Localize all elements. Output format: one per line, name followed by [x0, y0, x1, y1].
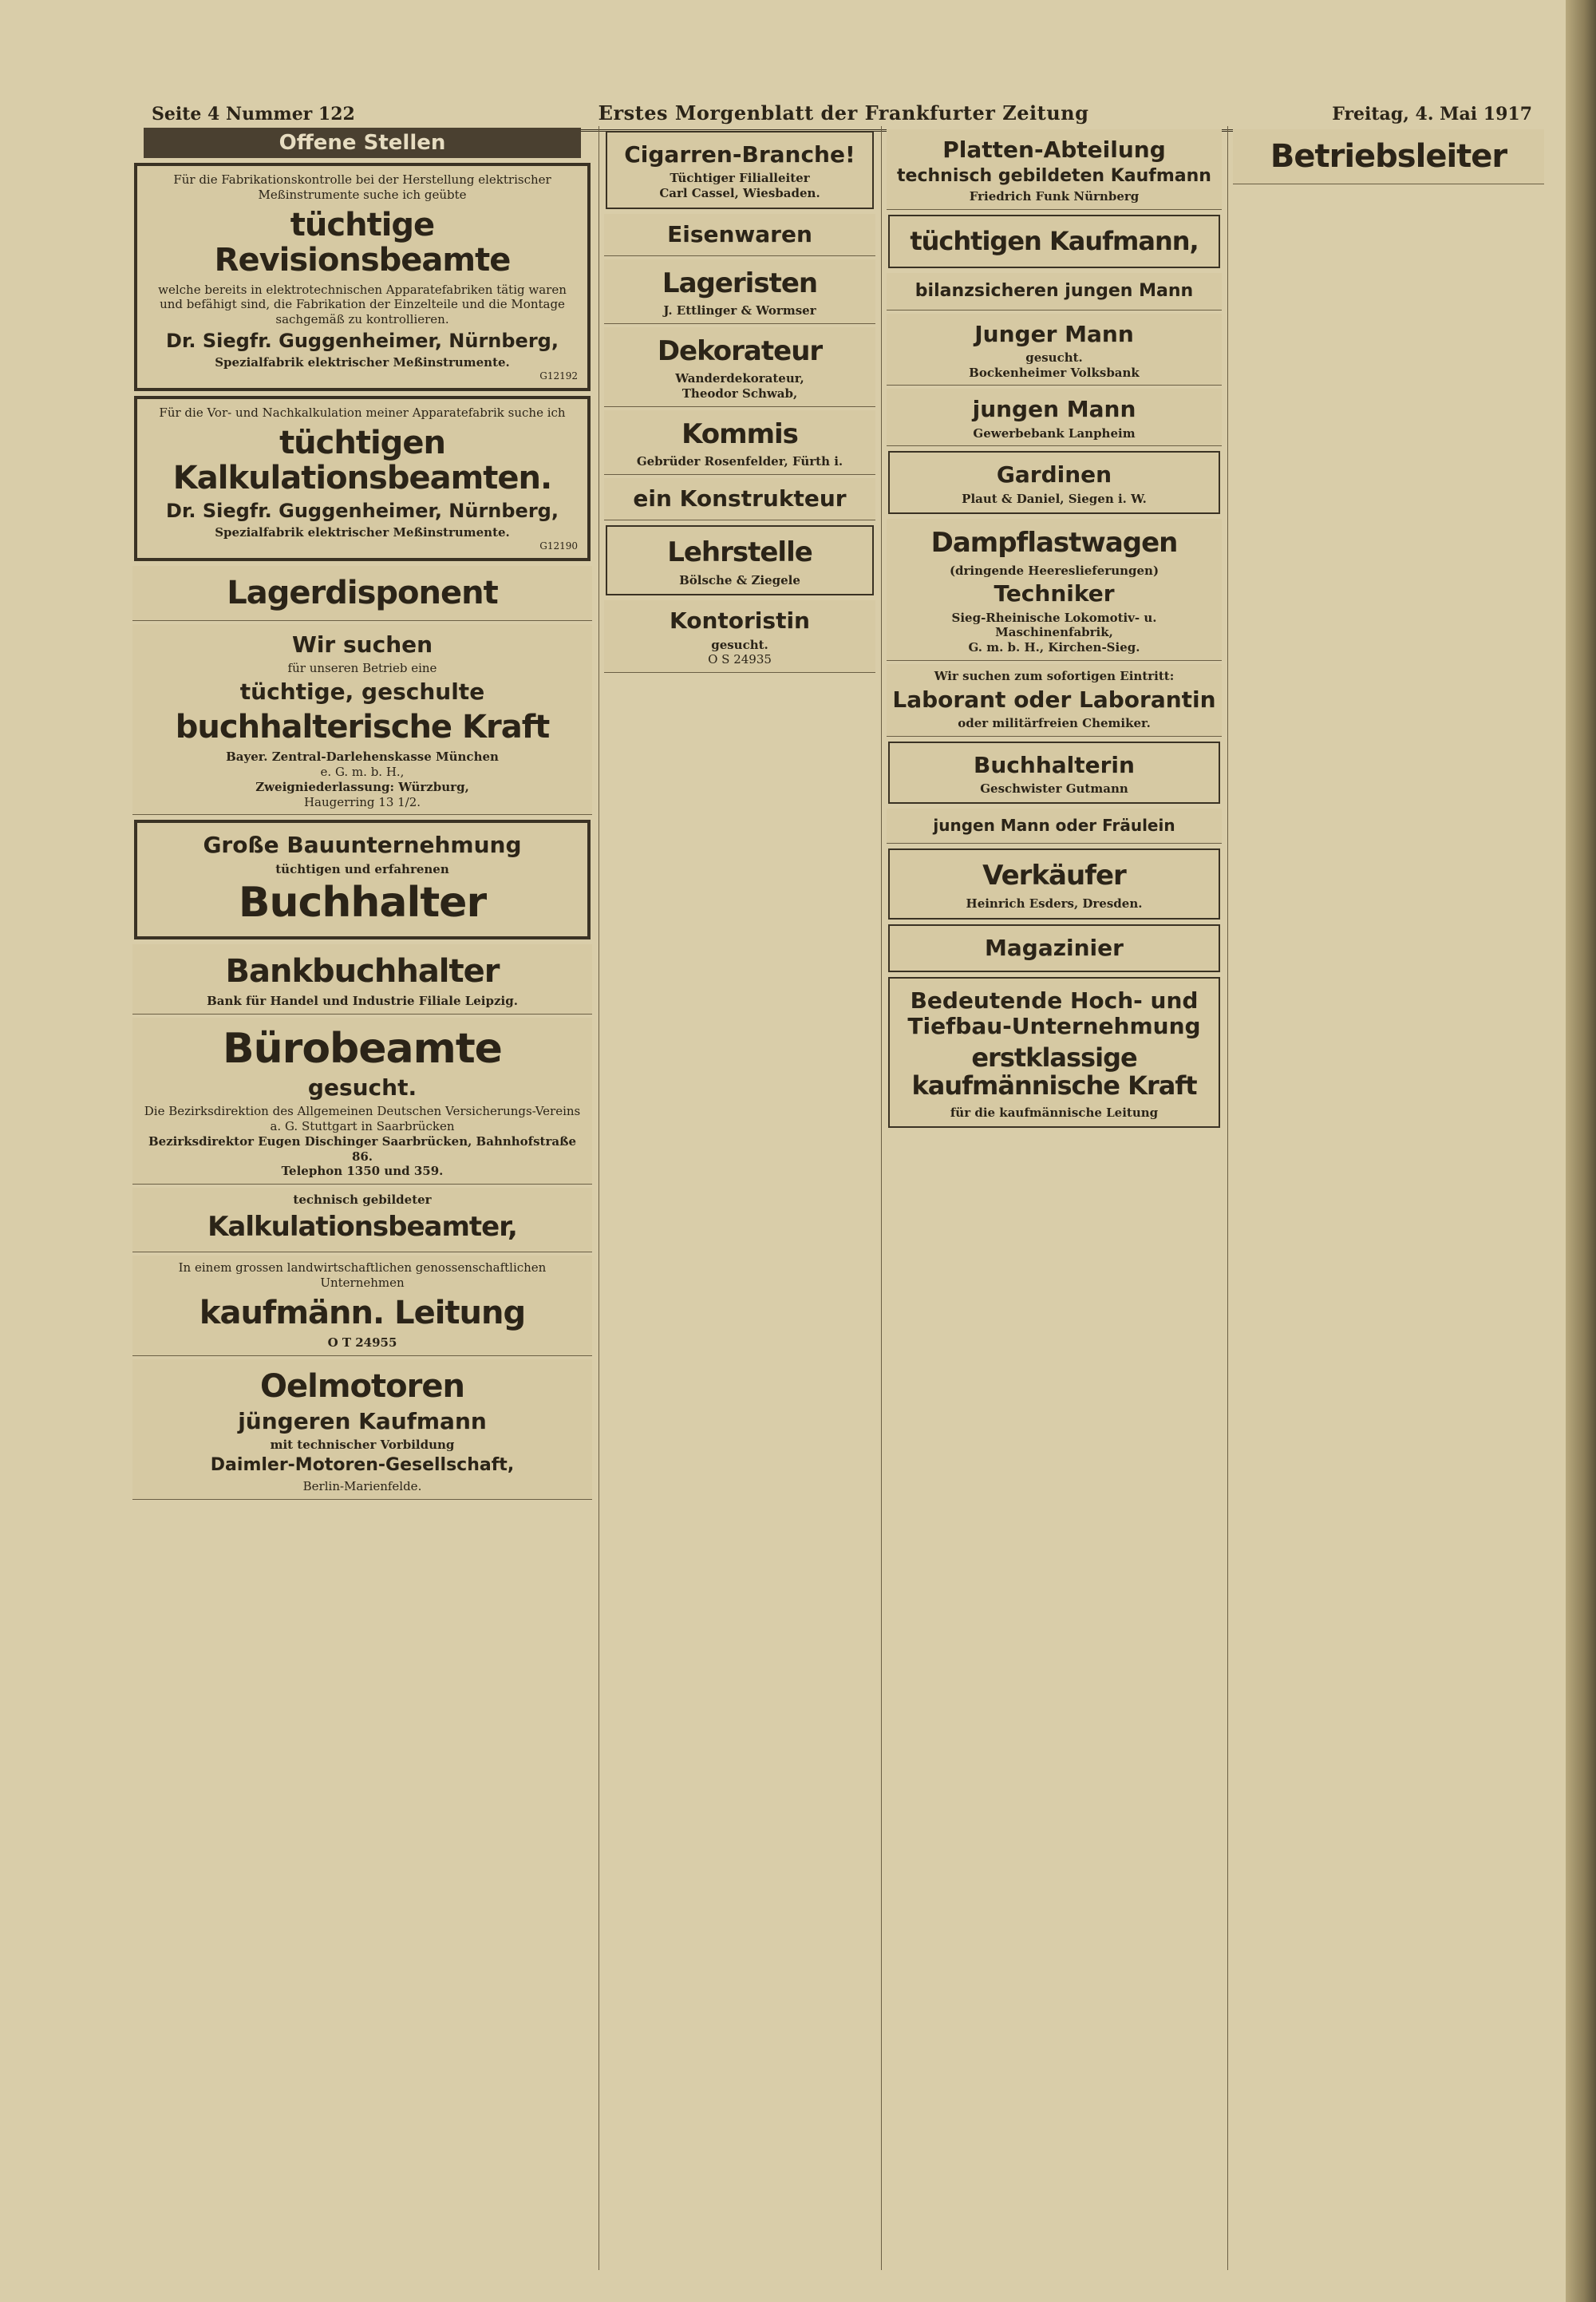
ad-text: In einem grossen landwirtschaftlichen genossenschaftlichen Unternehmen: [178, 1260, 547, 1291]
ad-title: Betriebsleiter: [1270, 138, 1507, 175]
ad-title: Dekorateur: [657, 335, 823, 368]
ad-buerobeamte: [132, 1018, 592, 1185]
page-number: Seite 4 Nummer 122: [152, 104, 355, 125]
ad-laborant: [887, 664, 1222, 737]
ad-kaufmaennische-leitung: [132, 1256, 592, 1355]
ad-title: Laborant oder Laborantin: [892, 686, 1216, 713]
ad-firm: Friedrich Funk Nürnberg: [969, 189, 1140, 204]
ad-firm: Bayer. Zentral-Darlehenskasse München: [226, 750, 499, 765]
ad-title: Kalkulationsbeamter,: [207, 1210, 517, 1243]
ad-title: Oelmotoren: [260, 1367, 464, 1405]
column-5: [1227, 126, 1549, 2270]
ad-title: Buchhalter: [238, 879, 487, 928]
ad-title: Verkäufer: [982, 860, 1126, 892]
ad-title: Junger Mann: [974, 320, 1134, 347]
ad-title: Bürobeamte: [223, 1024, 502, 1073]
issue-date: Freitag, 4. Mai 1917: [1332, 104, 1532, 125]
ad-text: Wir suchen: [291, 631, 433, 659]
ad-text: mit technischer Vorbildung: [270, 1437, 455, 1452]
ad-title: jungen Mann: [972, 396, 1136, 423]
ad-title: kaufmänn. Leitung: [199, 1294, 526, 1331]
ad-title: jungen Mann oder Fräulein: [933, 816, 1175, 836]
ad-text: Für die Vor- und Nachkalkulation meiner Apparatefabrik suche ich: [159, 405, 566, 421]
ad-text: Berlin-Marienfelde.: [302, 1478, 422, 1493]
ad-konstrukteur: [604, 478, 875, 520]
ad-buchhalterin: [888, 742, 1220, 805]
ad-text: Wanderdekorateur,: [675, 371, 804, 386]
ad-firm: Theodor Schwab,: [681, 386, 798, 401]
ad-title: Lageristen: [662, 267, 818, 299]
ad-text: oder militärfreien Chemiker.: [958, 715, 1151, 730]
ad-title: Bankbuchhalter: [225, 952, 500, 990]
ad-code: O T 24955: [327, 1335, 397, 1350]
ad-text: gesucht.: [1025, 350, 1083, 365]
ad-buchhalter: [134, 820, 591, 939]
ad-code: G12192: [539, 370, 578, 382]
ad-revisionsbeamte: [134, 163, 591, 391]
ad-firm: G. m. b. H., Kirchen-Sieg.: [968, 640, 1140, 655]
ad-title: Platten-Abteilung: [942, 136, 1166, 163]
ad-text: tüchtige, geschulte: [239, 678, 485, 706]
ad-firm: Gewerbebank Lanpheim: [973, 425, 1136, 441]
section-heading: Offene Stellen: [144, 128, 581, 158]
ad-code: O S 24935: [708, 652, 772, 667]
ad-buchhalterische-kraft: [132, 624, 592, 815]
ad-kalkulationsbeamten: [134, 396, 591, 561]
ad-title: Gardinen: [996, 461, 1112, 488]
column-3: [881, 126, 1227, 2270]
ad-title: tüchtige Revisionsbeamte: [214, 206, 511, 279]
ad-text: Wir suchen zum sofortigen Eintritt:: [934, 668, 1175, 683]
ad-text: technisch gebildeten Kaufmann: [897, 166, 1211, 187]
ad-title: tüchtigen Kalkulationsbeamten.: [172, 424, 552, 496]
ad-title: Eisenwaren: [667, 220, 812, 247]
ad-kontoristin: [604, 600, 875, 673]
ad-title: Kommis: [681, 417, 798, 450]
ad-title: Buchhalterin: [974, 751, 1135, 778]
ad-text: Die Bezirksdirektion des Allgemeinen Deutschen Versicherungs-Vereins a. G. Stuttgart in Saarbrücken: [144, 1104, 581, 1134]
ad-text: Große Bauunternehmung: [203, 832, 522, 859]
ad-tuechtigen-kaufmann: [888, 215, 1220, 268]
ad-text: Haugerring 13 1/2.: [303, 794, 421, 809]
ad-firm: Geschwister Gutmann: [980, 781, 1128, 796]
ad-bilanzsicher: [887, 273, 1222, 310]
ad-dampflastwagen: [887, 519, 1222, 661]
ad-text: tüchtigen und erfahrenen: [275, 861, 449, 876]
ad-text: für unseren Betrieb eine: [287, 661, 437, 676]
newspaper-title: Erstes Morgenblatt der Frankfurter Zeitung: [598, 101, 1089, 125]
ad-text: Spezialfabrik elektrischer Meßinstrumente.: [215, 355, 510, 370]
ad-title: bilanzsicheren jungen Mann: [915, 281, 1194, 302]
ad-text: welche bereits in elektrotechnischen Apparatefabriken tätig waren und befähigt sind, die Fabrikation der Einzelteile und die Montage sachgemäß zu kontrollieren.: [158, 282, 567, 326]
ad-title: tüchtigen Kaufmann,: [910, 226, 1199, 257]
ad-title: Lagerdisponent: [227, 575, 498, 612]
ad-title: buchhalterische Kraft: [175, 709, 550, 746]
ad-text: gesucht.: [711, 637, 768, 652]
ad-contact: Bezirksdirektor Eugen Dischinger Saarbrücken, Bahnhofstraße 86.: [148, 1133, 577, 1164]
ad-text: technisch gebildeter: [293, 1193, 432, 1208]
ad-jungen-mann: [887, 389, 1222, 446]
ad-firm: Plaut & Daniel, Siegen i. W.: [962, 491, 1147, 506]
ad-lageristen: [604, 259, 875, 324]
ad-title: Bedeutende Hoch- und Tiefbau-Unternehmung: [907, 987, 1201, 1039]
ad-firm: Dr. Siegfr. Guggenheimer, Nürnberg,: [166, 499, 559, 522]
ad-kommis: [604, 410, 875, 475]
ad-title: Kontoristin: [670, 607, 810, 635]
ad-magazinier: [888, 924, 1220, 972]
ad-text: erstklassige kaufmännische Kraft: [911, 1042, 1197, 1102]
ad-dekorateur: [604, 327, 875, 407]
ad-text: für die kaufmännische Leitung: [950, 1105, 1159, 1120]
ad-jungen-mann-fraeulein: [887, 809, 1222, 844]
ad-tiefbau: [888, 977, 1220, 1129]
ad-title: Dampflastwagen: [930, 527, 1178, 560]
ad-text: Zweigniederlassung: Würzburg,: [255, 779, 469, 794]
ad-cigarren: [606, 131, 874, 209]
ad-text: Tüchtiger Filialleiter: [670, 171, 810, 186]
column-1: [128, 126, 597, 2270]
ad-kalkulationsbeamter: [132, 1188, 592, 1252]
column-2: [598, 126, 880, 2270]
ad-junger-mann: [887, 314, 1222, 386]
ad-text: Für die Fabrikationskontrolle bei der Herstellung elektrischer Meßinstrumente suche ich geübte: [173, 172, 551, 202]
ad-title: Cigarren-Branche!: [624, 141, 855, 168]
ad-firm: Carl Cassel, Wiesbaden.: [659, 185, 820, 200]
page-edge: [1566, 0, 1596, 2302]
ad-bankbuchhalter: [132, 944, 592, 1015]
ad-firm: Bölsche & Ziegele: [679, 572, 800, 587]
ad-firm: Bank für Handel und Industrie Filiale Leipzig.: [207, 993, 518, 1008]
ad-title: Magazinier: [985, 934, 1124, 961]
ad-text: Techniker: [994, 580, 1115, 607]
ad-firm: Daimler-Motoren-Gesellschaft,: [210, 1455, 515, 1476]
ad-contact: Telephon 1350 und 359.: [281, 1164, 444, 1179]
ad-platten-abteilung: [887, 129, 1222, 210]
ad-text: (dringende Heereslieferungen): [949, 563, 1159, 578]
ad-text: Spezialfabrik elektrischer Meßinstrumente.: [215, 525, 510, 540]
ad-title: Lehrstelle: [667, 536, 812, 569]
ad-gardinen: [888, 451, 1220, 514]
ad-firm: Heinrich Esders, Dresden.: [966, 896, 1143, 911]
ad-firm: J. Ettlinger & Wormser: [663, 303, 816, 318]
ad-eisenwaren: [604, 214, 875, 256]
ad-text: gesucht.: [307, 1074, 417, 1102]
ad-firm: Gebrüder Rosenfelder, Fürth i.: [636, 454, 843, 469]
ad-code: G12190: [539, 540, 578, 552]
ad-oelmotoren: [132, 1359, 592, 1500]
ad-betriebsleiter: [1233, 129, 1544, 184]
ad-firm: Dr. Siegfr. Guggenheimer, Nürnberg,: [166, 329, 559, 352]
ad-firm: Sieg-Rheinische Lokomotiv- u. Maschinenfabrik,: [951, 610, 1157, 640]
ad-title: ein Konstrukteur: [633, 485, 847, 512]
ad-text: e. G. m. b. H.,: [320, 765, 405, 780]
ad-text: jüngeren Kaufmann: [238, 1407, 487, 1434]
ad-verkaeufer: [888, 848, 1220, 919]
ad-lehrstelle: [606, 525, 874, 595]
ad-lagerdisponent: [132, 566, 592, 621]
ad-firm: Bockenheimer Volksbank: [969, 365, 1140, 380]
